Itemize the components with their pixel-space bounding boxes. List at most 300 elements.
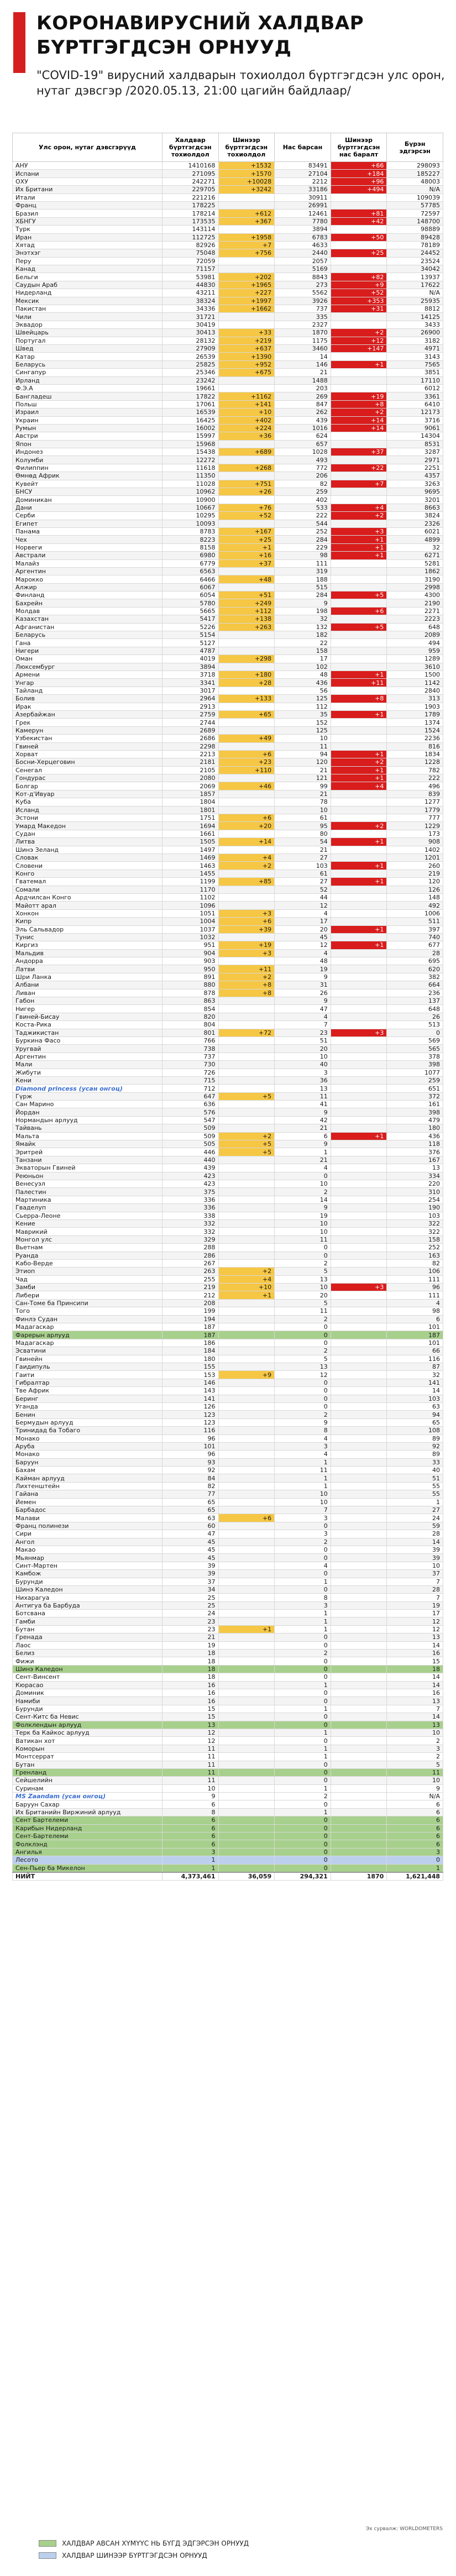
deaths-cell: 10 — [275, 735, 331, 742]
table-row — [13, 631, 443, 639]
new-cases-cell — [218, 1562, 275, 1569]
new-cases-cell — [218, 1601, 275, 1609]
country-cell: Узбекистан — [13, 735, 163, 742]
table-row — [13, 1657, 443, 1665]
new-deaths-cell — [331, 1570, 387, 1578]
new-deaths-cell — [331, 1148, 387, 1156]
recovered-cell: 10 — [387, 1729, 443, 1736]
new-cases-cell: +5 — [218, 1140, 275, 1148]
recovered-cell: 1006 — [387, 909, 443, 917]
legend-item-new — [39, 2549, 249, 2562]
new-cases-cell — [218, 886, 275, 893]
new-deaths-cell — [331, 1578, 387, 1585]
new-cases-cell — [218, 1633, 275, 1641]
new-deaths-cell — [331, 973, 387, 981]
new-deaths-cell — [331, 647, 387, 655]
recovered-cell: 26 — [387, 1013, 443, 1020]
country-cell: Израил — [13, 409, 163, 416]
new-cases-cell: +16 — [218, 552, 275, 559]
recovered-cell: 398 — [387, 1108, 443, 1116]
country-cell: Тайланд — [13, 687, 163, 694]
table-row — [13, 902, 443, 909]
new-deaths-cell: +1 — [331, 925, 387, 933]
new-deaths-cell — [331, 241, 387, 249]
new-deaths-cell — [331, 1840, 387, 1848]
new-cases-cell — [218, 1387, 275, 1395]
total-cases-cell: 288 — [162, 1244, 218, 1252]
table-row — [13, 1411, 443, 1418]
new-cases-cell — [218, 1768, 275, 1776]
new-deaths-cell — [331, 1816, 387, 1824]
recovered-cell: 2190 — [387, 599, 443, 607]
deaths-cell: 0 — [275, 1737, 331, 1745]
new-deaths-cell — [331, 1347, 387, 1355]
recovered-cell: 55 — [387, 1490, 443, 1498]
new-cases-cell — [218, 1697, 275, 1705]
new-cases-cell: +37 — [218, 559, 275, 567]
table-row — [13, 1029, 443, 1036]
deaths-cell: 3 — [275, 1514, 331, 1522]
new-cases-cell — [218, 1355, 275, 1363]
new-deaths-cell — [331, 655, 387, 663]
country-cell: Аруба — [13, 1442, 163, 1450]
new-deaths-cell — [331, 257, 387, 265]
new-cases-cell — [218, 798, 275, 806]
total-cases-cell: 863 — [162, 997, 218, 1005]
country-cell: Йордан — [13, 1108, 163, 1116]
new-deaths-cell — [331, 1116, 387, 1124]
new-deaths-cell — [331, 1530, 387, 1538]
total-cases-cell: 1096 — [162, 902, 218, 909]
new-deaths-cell — [331, 1506, 387, 1514]
country-cell: Гайана — [13, 1490, 163, 1498]
table-row — [13, 1379, 443, 1386]
new-deaths-cell — [331, 321, 387, 328]
new-cases-cell: +26 — [218, 488, 275, 496]
country-cell: Коморын — [13, 1745, 163, 1752]
deaths-cell: 11 — [275, 1467, 331, 1474]
recovered-cell: 187 — [387, 1331, 443, 1339]
recovered-cell: 222 — [387, 774, 443, 782]
table-row — [13, 1562, 443, 1569]
recovered-cell: 2089 — [387, 631, 443, 639]
total-cases-cell: 904 — [162, 949, 218, 957]
recovered-cell: 10 — [387, 1562, 443, 1569]
country-cell: Тве Африк — [13, 1387, 163, 1395]
total-cases-cell: 153 — [162, 1371, 218, 1379]
country-cell: Замби — [13, 1284, 163, 1291]
total-cases-cell: 143114 — [162, 226, 218, 233]
new-cases-cell — [218, 997, 275, 1005]
country-cell: Шри Ланка — [13, 973, 163, 981]
recovered-cell: 1289 — [387, 655, 443, 663]
country-cell: Мальта — [13, 1132, 163, 1140]
country-cell: Конго — [13, 870, 163, 877]
new-deaths-cell — [331, 1498, 387, 1506]
total-cases-cell: 10093 — [162, 520, 218, 527]
total-cases-cell: 3017 — [162, 687, 218, 694]
country-cell: Люксембург — [13, 663, 163, 671]
deaths-cell: 8 — [275, 1427, 331, 1434]
new-cases-cell — [218, 1156, 275, 1164]
new-cases-cell — [218, 1641, 275, 1649]
new-deaths-cell — [331, 265, 387, 273]
new-deaths-cell — [331, 1681, 387, 1689]
new-deaths-cell — [331, 1164, 387, 1172]
new-deaths-cell — [331, 1235, 387, 1243]
table-row — [13, 846, 443, 854]
table-row — [13, 838, 443, 846]
deaths-cell: 10 — [275, 1498, 331, 1506]
table-row — [13, 1275, 443, 1283]
new-cases-cell: +1 — [218, 543, 275, 551]
country-cell: Сейшелийн — [13, 1777, 163, 1784]
total-cases-cell: 1102 — [162, 893, 218, 901]
new-deaths-cell — [331, 886, 387, 893]
total-cases-cell: 338 — [162, 1212, 218, 1219]
table-row — [13, 488, 443, 496]
total-cases-cell: 16002 — [162, 424, 218, 432]
table-row — [13, 1800, 443, 1808]
new-cases-cell — [218, 1784, 275, 1792]
deaths-cell: 20 — [275, 1045, 331, 1053]
total-cases-cell: 101 — [162, 1442, 218, 1450]
recovered-cell: 173 — [387, 830, 443, 837]
new-deaths-cell — [331, 918, 387, 925]
total-cases-cell: 18 — [162, 1650, 218, 1657]
recovered-cell: 322 — [387, 1219, 443, 1227]
new-cases-cell — [218, 1395, 275, 1402]
table-row — [13, 1395, 443, 1402]
recovered-cell: 9061 — [387, 424, 443, 432]
country-cell: ОХУ — [13, 177, 163, 185]
total-cases-cell: 19661 — [162, 384, 218, 392]
new-cases-cell — [218, 1673, 275, 1681]
total-cases-cell: 8158 — [162, 543, 218, 551]
total-cases-cell: 5226 — [162, 623, 218, 631]
table-row — [13, 337, 443, 344]
new-deaths-cell — [331, 997, 387, 1005]
new-cases-cell: +112 — [218, 607, 275, 615]
deaths-cell: 21 — [275, 1124, 331, 1132]
recovered-cell: 28 — [387, 1530, 443, 1538]
new-cases-cell — [218, 193, 275, 201]
new-deaths-cell — [331, 1204, 387, 1212]
total-cases-cell: 43211 — [162, 289, 218, 297]
deaths-cell: 273 — [275, 281, 331, 289]
total-cases-cell: 82926 — [162, 241, 218, 249]
total-cases-cell: 1505 — [162, 838, 218, 846]
table-row — [13, 1522, 443, 1530]
total-cases-cell: 255 — [162, 1275, 218, 1283]
deaths-cell: 112 — [275, 703, 331, 710]
deaths-cell: 5169 — [275, 265, 331, 273]
table-row — [13, 1650, 443, 1657]
table-row — [13, 591, 443, 599]
deaths-cell: 515 — [275, 583, 331, 591]
recovered-cell: 513 — [387, 1021, 443, 1029]
deaths-cell: 319 — [275, 567, 331, 575]
new-deaths-cell — [331, 1140, 387, 1148]
new-deaths-cell — [331, 1275, 387, 1283]
new-cases-cell — [218, 1761, 275, 1768]
new-cases-cell — [218, 703, 275, 710]
country-cell: Нихарагуа — [13, 1594, 163, 1601]
recovered-cell: 1142 — [387, 679, 443, 687]
new-deaths-cell — [331, 1689, 387, 1697]
new-cases-cell — [218, 1196, 275, 1203]
new-cases-cell: +76 — [218, 504, 275, 511]
table-row — [13, 226, 443, 233]
deaths-cell: 0 — [275, 1777, 331, 1784]
country-cell: Бахрейн — [13, 599, 163, 607]
new-cases-cell: +756 — [218, 249, 275, 257]
recovered-cell: 651 — [387, 1085, 443, 1092]
country-cell: Синт-Мартен — [13, 1562, 163, 1569]
table-row — [13, 1697, 443, 1705]
total-cases-cell: 4787 — [162, 647, 218, 655]
country-cell: Мали — [13, 1061, 163, 1069]
new-cases-cell: +7 — [218, 241, 275, 249]
recovered-cell: 3190 — [387, 575, 443, 583]
deaths-cell: 0 — [275, 1633, 331, 1641]
country-cell: Ирланд — [13, 376, 163, 384]
new-cases-cell — [218, 1840, 275, 1848]
table-row — [13, 1363, 443, 1370]
deaths-cell: 7780 — [275, 217, 331, 225]
total-cases-cell: 509 — [162, 1124, 218, 1132]
recovered-cell: 1402 — [387, 846, 443, 854]
table-row — [13, 774, 443, 782]
new-deaths-cell — [331, 1633, 387, 1641]
new-deaths-cell — [331, 1546, 387, 1553]
deaths-cell: 27104 — [275, 170, 331, 177]
recovered-cell: 1500 — [387, 671, 443, 679]
country-cell: Баруун — [13, 1458, 163, 1466]
new-deaths-cell — [331, 488, 387, 496]
table-row — [13, 1259, 443, 1267]
country-cell: Аргентин — [13, 567, 163, 575]
country-cell: Литва — [13, 838, 163, 846]
recovered-cell: 11 — [387, 1768, 443, 1776]
recovered-cell: 14304 — [387, 432, 443, 440]
table-row — [13, 1745, 443, 1752]
total-cases-cell: 6 — [162, 1816, 218, 1824]
deaths-cell: 0 — [275, 1402, 331, 1410]
deaths-cell: 1 — [275, 1617, 331, 1625]
new-cases-cell: +14 — [218, 838, 275, 846]
new-cases-cell — [218, 1053, 275, 1060]
new-deaths-cell: +1 — [331, 750, 387, 758]
country-cell: Эритрей — [13, 1148, 163, 1156]
country-cell: Лаос — [13, 1641, 163, 1649]
table-row — [13, 710, 443, 718]
table-row — [13, 512, 443, 520]
country-cell: Кени — [13, 1076, 163, 1084]
country-cell: Тайвань — [13, 1124, 163, 1132]
country-cell: Чад — [13, 1275, 163, 1283]
table-row — [13, 353, 443, 360]
table-row — [13, 599, 443, 607]
country-cell: Габон — [13, 997, 163, 1005]
recovered-cell: 565 — [387, 1045, 443, 1053]
deaths-cell: 402 — [275, 496, 331, 504]
new-cases-cell: +689 — [218, 448, 275, 456]
deaths-cell: 4633 — [275, 241, 331, 249]
country-cell: Эль Сальвадор — [13, 925, 163, 933]
recovered-cell: 19 — [387, 1601, 443, 1609]
total-cases-cell: 1804 — [162, 798, 218, 806]
new-cases-cell: +39 — [218, 925, 275, 933]
total-cases-cell: 3718 — [162, 671, 218, 679]
total-cases-cell: 13 — [162, 1721, 218, 1729]
recovered-cell: 190 — [387, 1204, 443, 1212]
deaths-cell: 737 — [275, 305, 331, 313]
new-deaths-cell: +52 — [331, 289, 387, 297]
table-row — [13, 965, 443, 973]
new-deaths-cell — [331, 981, 387, 989]
table-row — [13, 527, 443, 535]
new-cases-cell: +10 — [218, 409, 275, 416]
deaths-cell: 772 — [275, 464, 331, 472]
recovered-cell: N/A — [387, 289, 443, 297]
recovered-cell: 1779 — [387, 806, 443, 814]
total-cases-cell: 2689 — [162, 726, 218, 734]
new-deaths-cell — [331, 639, 387, 647]
country-cell: Грек — [13, 719, 163, 726]
table-row — [13, 1156, 443, 1164]
country-cell: Беларусь — [13, 360, 163, 368]
new-deaths-cell — [331, 1848, 387, 1856]
total-cases-cell: 1410168 — [162, 162, 218, 170]
recovered-cell: 28 — [387, 1585, 443, 1593]
deaths-cell: 13 — [275, 1275, 331, 1283]
new-cases-cell: +19 — [218, 941, 275, 949]
total-cases-cell: 1032 — [162, 933, 218, 941]
country-cell: Суринам — [13, 1784, 163, 1792]
country-cell: Босни-Херцеговин — [13, 758, 163, 766]
table-row — [13, 1069, 443, 1076]
deaths-cell: 9 — [275, 973, 331, 981]
new-deaths-cell: +7 — [331, 480, 387, 488]
total-cases-cell: 45 — [162, 1554, 218, 1562]
country-cell: Шинэ Зеланд — [13, 846, 163, 854]
deaths-cell: 0 — [275, 1768, 331, 1776]
country-cell: Португал — [13, 337, 163, 344]
country-cell: Diamond princess (усан онгоц) — [13, 1085, 163, 1092]
table-row — [13, 1578, 443, 1585]
total-cases-cell: 801 — [162, 1029, 218, 1036]
new-cases-cell — [218, 1729, 275, 1736]
recovered-cell: 1789 — [387, 710, 443, 718]
new-deaths-cell — [331, 631, 387, 639]
table-row — [13, 424, 443, 432]
table-row — [13, 1856, 443, 1864]
new-deaths-cell — [331, 854, 387, 861]
deaths-cell: 0 — [275, 1697, 331, 1705]
total-cases-cell: 509 — [162, 1132, 218, 1140]
recovered-cell: 137 — [387, 997, 443, 1005]
recovered-cell: N/A — [387, 186, 443, 193]
total-cases-cell: 2069 — [162, 782, 218, 790]
recovered-cell: 3 — [387, 1848, 443, 1856]
new-deaths-cell: +2 — [331, 409, 387, 416]
table-row — [13, 1633, 443, 1641]
new-cases-cell: +20 — [218, 822, 275, 830]
new-cases-cell: +8 — [218, 981, 275, 989]
total-cases-cell: 15 — [162, 1705, 218, 1713]
country-cell: Фолклендын арлууд — [13, 1721, 163, 1729]
country-cell: Уганда — [13, 1402, 163, 1410]
new-deaths-cell: +1 — [331, 774, 387, 782]
total-cases-cell: 267 — [162, 1259, 218, 1267]
total-cases-cell: 2213 — [162, 750, 218, 758]
total-cases-cell: 6 — [162, 1840, 218, 1848]
deaths-cell: 439 — [275, 416, 331, 424]
deaths-cell: 262 — [275, 409, 331, 416]
new-deaths-cell: +1 — [331, 838, 387, 846]
total-cases-cell: 77 — [162, 1490, 218, 1498]
table-row — [13, 1347, 443, 1355]
new-cases-cell: +1532 — [218, 162, 275, 170]
new-cases-cell: +65 — [218, 710, 275, 718]
total-cases-cell: 199 — [162, 1307, 218, 1315]
country-cell: Оман — [13, 655, 163, 663]
recovered-cell: 55 — [387, 1482, 443, 1490]
recovered-cell: 648 — [387, 623, 443, 631]
new-cases-cell — [218, 663, 275, 671]
deaths-cell: 8843 — [275, 273, 331, 281]
new-deaths-cell: +2 — [331, 329, 387, 337]
new-deaths-cell — [331, 1673, 387, 1681]
country-cell: Гана — [13, 639, 163, 647]
new-deaths-cell — [331, 496, 387, 504]
col-header-recovered: Бүрэн эдгэрсэн — [387, 133, 443, 162]
deaths-cell: 20 — [275, 925, 331, 933]
recovered-cell: 48003 — [387, 177, 443, 185]
total-cases-cell: 25825 — [162, 360, 218, 368]
total-cases-cell: 878 — [162, 989, 218, 997]
deaths-cell: 35 — [275, 710, 331, 718]
total-cases-cell: 5780 — [162, 599, 218, 607]
country-cell: Намиби — [13, 1697, 163, 1705]
deaths-cell: 41 — [275, 1101, 331, 1108]
recovered-cell: 51 — [387, 1474, 443, 1482]
new-deaths-cell: +50 — [331, 233, 387, 241]
table-row — [13, 1601, 443, 1609]
deaths-cell: 5 — [275, 1299, 331, 1307]
table-row — [13, 1498, 443, 1506]
new-cases-cell: +133 — [218, 695, 275, 703]
deaths-cell: 7 — [275, 1021, 331, 1029]
country-cell: Белиз — [13, 1650, 163, 1657]
new-deaths-cell — [331, 1156, 387, 1164]
deaths-cell: 23 — [275, 1029, 331, 1036]
new-deaths-cell — [331, 1427, 387, 1434]
table-row — [13, 440, 443, 448]
recovered-cell: 2 — [387, 1753, 443, 1761]
total-cases-cell: 15 — [162, 1713, 218, 1721]
table-row — [13, 1729, 443, 1736]
total-cases-cell: 16 — [162, 1697, 218, 1705]
deaths-cell: 0 — [275, 1824, 331, 1832]
recovered-cell: 298093 — [387, 162, 443, 170]
recovered-cell: 0 — [387, 1029, 443, 1036]
recovered-cell: 161 — [387, 1101, 443, 1108]
new-cases-cell: 36,059 — [218, 1872, 275, 1881]
deaths-cell: 1 — [275, 1625, 331, 1633]
table-row — [13, 1252, 443, 1259]
